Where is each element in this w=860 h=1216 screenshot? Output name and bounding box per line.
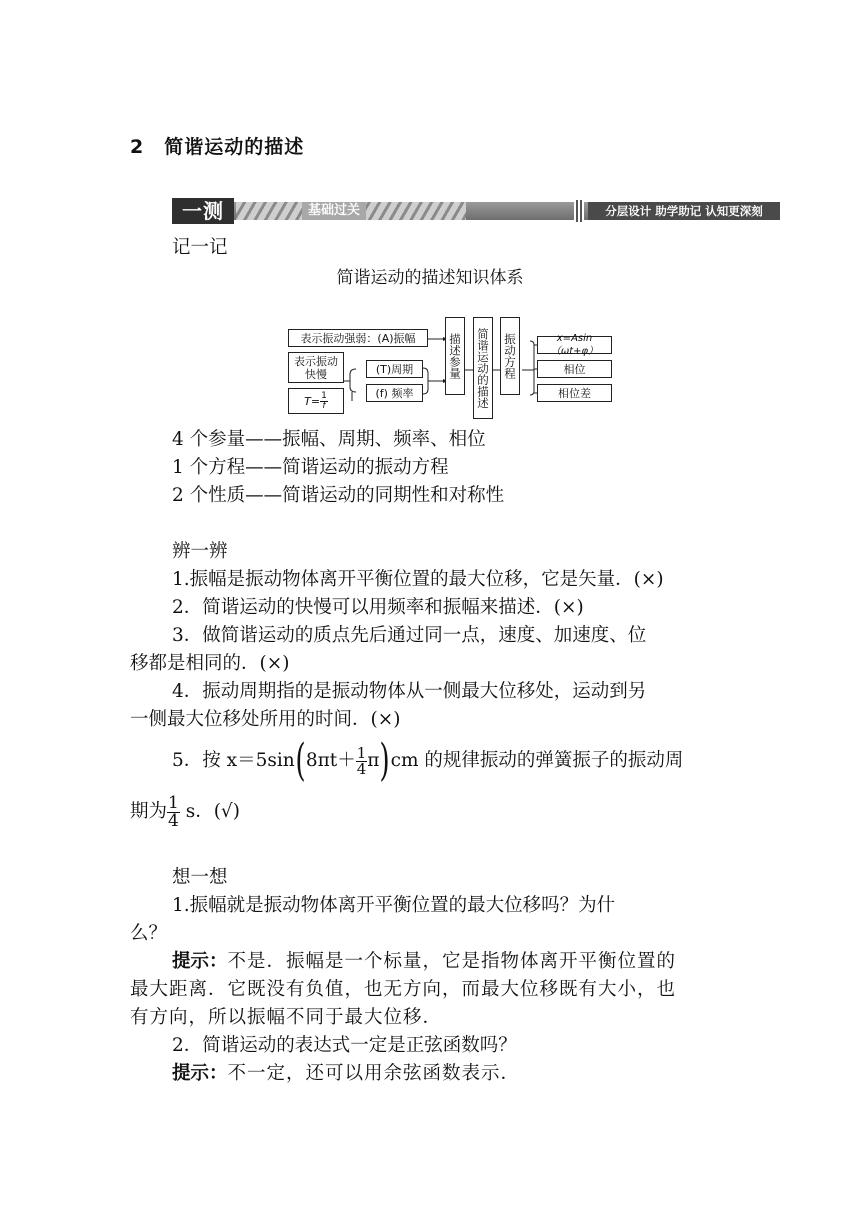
relation-prefix: T= bbox=[304, 394, 321, 408]
formula-inner: 8πt＋ bbox=[305, 750, 356, 771]
judge-statement: 2．简谐运动的快慢可以用频率和振幅来描述．(×) bbox=[172, 597, 584, 618]
period-prefix: 期为 bbox=[130, 801, 168, 822]
banner-middle-label: 基础过关 bbox=[302, 202, 366, 220]
judge-statement-cont: 移都是相同的．(×) bbox=[130, 653, 290, 674]
judge-statement: 1.振幅是振动物体离开平衡位置的最大位移，它是矢量．(×) bbox=[172, 569, 664, 590]
judge-heading: 辨一辨 bbox=[172, 541, 228, 562]
amplitude-box: 表示振动强弱：(A)振幅 bbox=[288, 329, 428, 347]
phase-box: 相位 bbox=[537, 360, 612, 378]
summary-line: 1 个方程——简谐运动的振动方程 bbox=[172, 457, 449, 478]
think-question: 2．简谐运动的表达式一定是正弦函数吗？ bbox=[172, 1035, 517, 1056]
hint-label: 提示： bbox=[172, 1063, 228, 1084]
relation-numerator: 1 bbox=[321, 390, 327, 401]
speed-box: 表示振动快慢 bbox=[288, 352, 344, 383]
formula-prefix: 5．按 x＝5sin bbox=[172, 750, 295, 771]
equation-box: 振动方程 bbox=[500, 317, 520, 395]
section-number: 2 bbox=[130, 136, 145, 158]
hint-text: 不一定，还可以用余弦函数表示． bbox=[227, 1063, 521, 1084]
formula-suffix: cm 的规律振动的弹簧振子的振动周 bbox=[390, 750, 684, 771]
think-question: 1.振幅就是振动物体离开平衡位置的最大位移吗？为什 bbox=[172, 895, 616, 916]
think-answer-cont: 最大距离．它既没有负值，也无方向，而最大位移既有大小，也 bbox=[130, 979, 677, 1000]
summary-line: 2 个性质——简谐运动的同期性和对称性 bbox=[172, 485, 505, 506]
think-answer bbox=[172, 948, 676, 976]
period-numerator: 1 bbox=[168, 792, 179, 813]
judge-statement-cont: 一侧最大位移处所用的时间．(×) bbox=[130, 709, 401, 730]
remember-heading: 记一记 bbox=[172, 237, 228, 258]
frequency-box: (f) 频率 bbox=[366, 384, 423, 402]
think-answer-cont: 有方向，所以振幅不同于最大位移． bbox=[130, 1007, 443, 1028]
banner-right-label: 分层设计 助学助记 认知更深刻 bbox=[588, 202, 780, 220]
summary-line: 4 个参量——振幅、周期、频率、相位 bbox=[172, 429, 486, 450]
period-denominator: 4 bbox=[168, 810, 179, 831]
banner-left-label: 一测 bbox=[172, 198, 234, 224]
judge-statement: 4．振动周期指的是振动物体从一侧最大位移处，运动到另 bbox=[172, 681, 647, 702]
judge-statement-formula: 5．按 x＝5sin ( 8πt＋ $\frac{1}{4}$ π ) cm 的规律振动的弹簧振子的振动周 bbox=[172, 735, 684, 786]
diagram-title: 简谐运动的描述知识体系 bbox=[336, 268, 524, 288]
hint-text: 不是．振幅是一个标量，它是指物体离开平衡位置的 bbox=[227, 951, 677, 972]
judge-statement: 3．做简谐运动的质点先后通过同一点，速度、加速度、位 bbox=[172, 625, 647, 646]
knowledge-diagram bbox=[280, 315, 620, 420]
think-question-cont: 么？ bbox=[130, 923, 168, 944]
formula-pi: π bbox=[367, 750, 380, 771]
think-answer bbox=[172, 1060, 520, 1088]
params-box: 描述参量 bbox=[445, 317, 465, 395]
period-frequency-relation bbox=[288, 388, 344, 414]
period-suffix: s．(√) bbox=[179, 801, 240, 822]
hint-label: 提示： bbox=[172, 951, 228, 972]
period-box: (T)周期 bbox=[366, 360, 423, 378]
phase-difference-box: 相位差 bbox=[537, 384, 612, 402]
judge-statement-formula-cont bbox=[130, 790, 240, 834]
relation-denominator: f bbox=[322, 400, 326, 411]
section-heading bbox=[130, 132, 304, 159]
equation-formula-box: x=Asin（ωt+φ） bbox=[537, 336, 612, 354]
think-heading: 想一想 bbox=[172, 867, 228, 888]
section-title: 简谐运动的描述 bbox=[164, 136, 305, 158]
formula-numerator: 1 bbox=[356, 743, 367, 762]
section-banner bbox=[172, 198, 780, 222]
center-box: 简谐运动的描述 bbox=[473, 317, 493, 419]
formula-denominator: 4 bbox=[356, 759, 367, 778]
